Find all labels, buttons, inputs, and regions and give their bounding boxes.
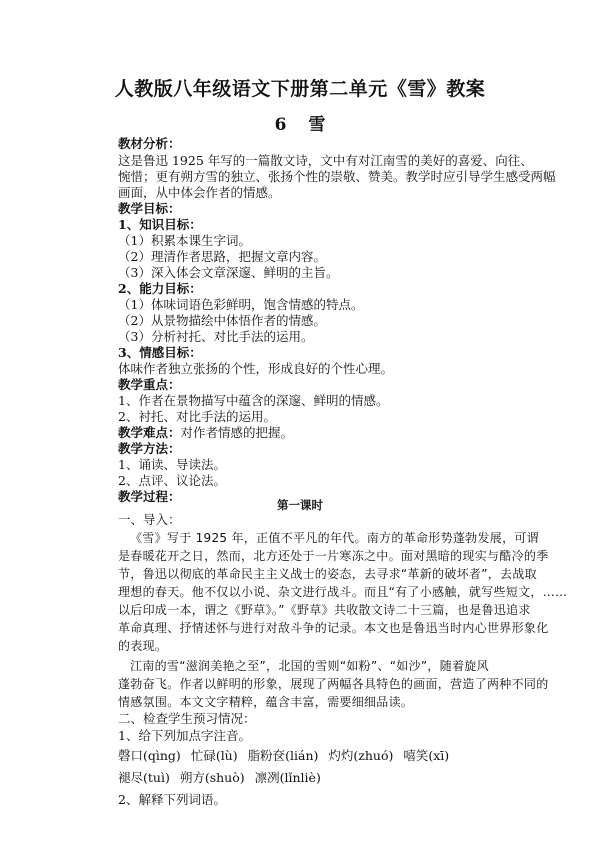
pinyin-item: 灼灼(zhuó): [328, 748, 394, 763]
intro-line: 是春暖花开之日，然而，北方还处于一片寒冻之中。面对黑暗的现实与酷冷的季: [118, 549, 549, 563]
document-title: 人教版八年级语文下册第二单元《雪》教案: [114, 78, 486, 100]
phonetic-task: 1、给下列加点字注音。: [118, 728, 251, 743]
analysis-line: 这是鲁迅 1925 年写的一篇散文诗，文中有对江南雪的美好的喜爱、向往、: [118, 153, 533, 168]
knowledge-item: （3）深入体会文章深邃、鲜明的主旨。: [118, 265, 339, 280]
key-heading: 教学重点：: [118, 377, 181, 392]
pinyin-item: 忙碌(lù): [190, 748, 238, 763]
lesson-title: [0, 110, 600, 135]
process-heading: 教学过程：: [118, 489, 181, 504]
method-heading: 教学方法：: [118, 441, 181, 456]
pinyin-item: 脂粉奁(lián): [247, 748, 319, 763]
ability-item: （1）体味词语色彩鲜明，饱含情感的特点。: [118, 297, 364, 312]
pinyin-item: 磬口(qìng): [118, 748, 181, 763]
intro-line: 节，鲁迅以彻底的革命民主主义战士的姿态，去寻求“革新的破坏者”，去战取: [118, 567, 537, 581]
intro2-line: 情感氛围。本文文字精粹，蕴含丰富，需要细细品读。: [118, 695, 414, 709]
intro-line: 革命真理、抒情述怀与进行对敌斗争的记录。本文也是鲁迅当时内心世界形象化: [118, 621, 549, 635]
check-heading: 二、检查学生预习情况：: [118, 711, 256, 726]
difficulty-text: 对作者情感的把握。: [180, 425, 294, 440]
pinyin-item: 嘻笑(xī): [403, 748, 450, 763]
knowledge-item: （1）积累本课生字词。: [118, 233, 251, 248]
analysis-heading: 教材分析：: [118, 136, 181, 151]
lesson-number: 6: [274, 115, 287, 135]
knowledge-item: （2）理清作者思路，把握文章内容。: [118, 249, 326, 264]
intro-line: 理想的春天。他不仅以小说、杂文进行战斗。而且“有了小感触，就写些短文，……: [118, 585, 568, 599]
intro2-line: 蓬勃奋飞。作者以鲜明的形象，展现了两幅各具特色的画面，营造了两种不同的: [118, 677, 549, 691]
ability-item: （2）从景物描绘中体悟作者的情感。: [118, 313, 326, 328]
difficulty-row: [118, 425, 293, 441]
intro-heading: 一、导入：: [118, 512, 181, 527]
pinyin-item: 朔方(shuò): [179, 770, 245, 785]
pinyin-row-2: [118, 770, 331, 786]
intro-line: 《雪》写于 1925 年，正值不平凡的年代。南方的革命形势蓬勃发展，可谓: [130, 531, 539, 545]
ability-heading: 2、能力目标：: [118, 281, 202, 296]
pinyin-item: 褪尽(tuì): [118, 770, 170, 785]
ability-item: （3）分析衬托、对比手法的运用。: [118, 329, 314, 344]
intro2-line: 江南的雪“滋润美艳之至”，北国的雪则“如粉”、“如沙”，随着旋风: [130, 659, 489, 673]
key-item: 1、作者在景物描写中蕴含的深邃、鲜明的情感。: [118, 393, 389, 408]
analysis-line: 画面，从中体会作者的情感。: [118, 185, 281, 200]
emotion-heading: 3、情感目标：: [118, 345, 202, 360]
intro-line: 的表现。: [118, 639, 168, 653]
pinyin-item: 凛冽(lǐnliè): [254, 770, 321, 785]
key-item: 2、衬托、对比手法的运用。: [118, 409, 276, 424]
lesson1-heading: 第一课时: [277, 498, 323, 512]
pinyin-row-1: [118, 748, 459, 764]
analysis-line: 惋惜；更有朔方雪的独立、张扬个性的崇敬、赞美。教学时应引导学生感受两幅: [118, 169, 556, 184]
method-item: 2、点评、议论法。: [118, 473, 226, 488]
goals-heading: 教学目标：: [118, 201, 181, 216]
method-item: 1、诵读、导读法。: [118, 457, 226, 472]
emotion-text: 体味作者独立张扬的个性，形成良好的个性心理。: [118, 361, 394, 376]
difficulty-heading: 教学难点：: [118, 425, 181, 440]
lesson-name: 雪: [308, 115, 326, 135]
knowledge-heading: 1、知识目标：: [118, 217, 202, 232]
intro-line: 以后印成一本，谓之《野草》。”《野草》共收散文诗二十三篇，也是鲁迅追求: [118, 603, 531, 617]
vocab-task: 2、解释下列词语。: [118, 792, 226, 807]
